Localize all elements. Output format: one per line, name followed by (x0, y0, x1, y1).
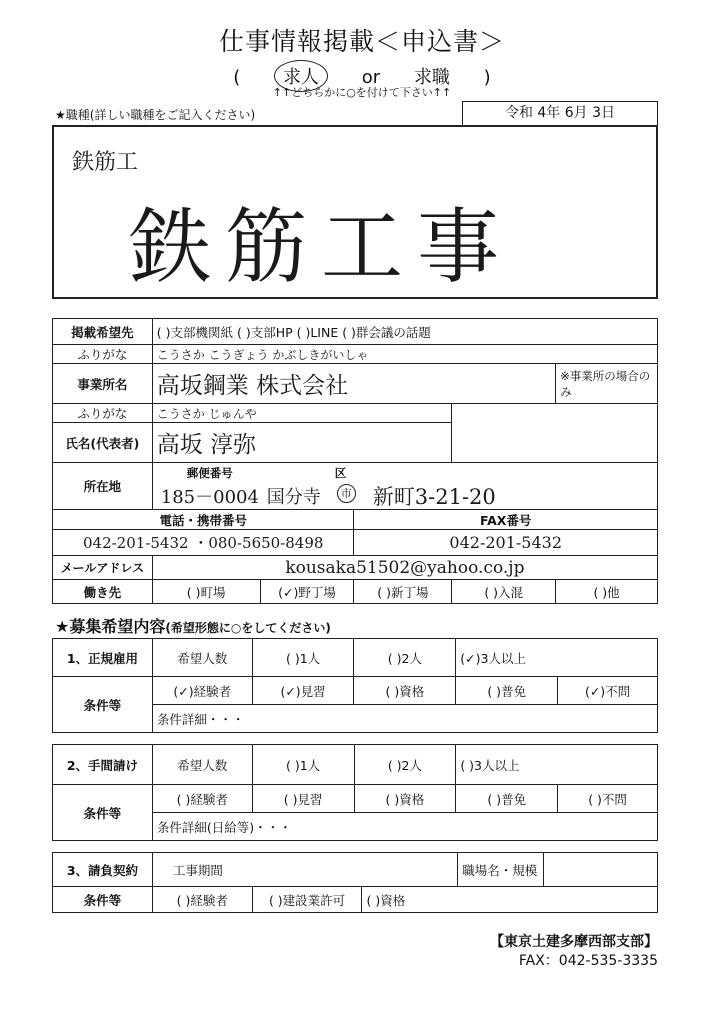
section1-cond-any[interactable]: (✓)不問 (558, 677, 658, 705)
recruit-subtitle: (希望形態に○をしてください) (165, 621, 331, 635)
address-field[interactable] (152, 463, 657, 510)
section1-cond-exp[interactable]: (✓)経験者 (152, 677, 252, 705)
section3-cond-permit[interactable]: ( )建設業許可 (252, 887, 362, 913)
section1-cond-trainee[interactable]: (✓)見習 (252, 677, 354, 705)
section3-cond-exp[interactable]: ( )経験者 (152, 887, 252, 913)
recruit-heading (55, 614, 331, 637)
fax-label: FAX番号 (354, 510, 658, 530)
city[interactable]: 国分寺 (266, 487, 321, 508)
ku-label: 区 (334, 466, 347, 480)
choice-kyujin[interactable]: 求人 (274, 60, 328, 92)
address-label: 所在地 (53, 463, 153, 510)
section2-count-2[interactable]: ( )2人 (354, 745, 456, 785)
date-field[interactable]: 令和 4年 6月 3日 (462, 101, 658, 127)
section3-scale-label[interactable]: 職場名・規模 (458, 853, 544, 887)
business-furigana-label: ふりがな (53, 345, 153, 364)
fax-value[interactable]: 042-201-5432 (354, 530, 658, 556)
section1-detail[interactable]: 条件詳細・・・ (152, 705, 657, 733)
section1-label: 1、正規雇用 (53, 639, 153, 677)
section3-scale-value[interactable] (544, 853, 658, 887)
street[interactable]: 新町3-21-20 (372, 485, 496, 509)
section1-cond-driver[interactable]: ( )普免 (456, 677, 558, 705)
email-label: メールアドレス (53, 556, 153, 580)
work-option-nochoba[interactable]: (✓)野丁場 (260, 580, 354, 604)
section1-table (52, 638, 658, 733)
section2-table (52, 744, 658, 841)
section1-cond-license[interactable]: ( )資格 (354, 677, 456, 705)
listing-label: 掲載希望先 (53, 319, 153, 345)
job-type-box[interactable] (52, 125, 658, 299)
work-place-label: 働き先 (53, 580, 153, 604)
rep-blank (452, 404, 658, 463)
choice-open: ( (233, 67, 241, 88)
choice-close: ) (483, 67, 491, 88)
section2-count-label: 希望人数 (152, 745, 252, 785)
info-table (52, 318, 658, 604)
job-type-small: 鉄筋工 (72, 150, 139, 175)
section2-cond-exp[interactable]: ( )経験者 (152, 785, 252, 813)
email-value[interactable]: kousaka51502@yahoo.co.jp (152, 556, 657, 580)
job-type-label: ★職種(詳しい職種をご記入ください) (55, 108, 256, 122)
section2-count-3[interactable]: ( )3人以上 (456, 745, 658, 785)
city-mark: 市 (337, 484, 356, 503)
section2-cond-driver[interactable]: ( )普免 (456, 785, 558, 813)
business-name[interactable]: 高坂鋼業 株式会社 (152, 364, 555, 404)
rep-furigana-label: ふりがな (53, 404, 153, 423)
listing-options[interactable]: ( )支部機関紙 ( )支部HP ( )LINE ( )群会議の話題 (152, 319, 657, 345)
work-option-shinchoba[interactable]: ( )新丁場 (354, 580, 452, 604)
footer-fax: FAX：042-535-3335 (518, 953, 658, 969)
rep-name[interactable]: 高坂 淳弥 (152, 423, 452, 463)
work-option-iriko[interactable]: ( )入混 (452, 580, 556, 604)
recruit-title: ★募集希望内容 (55, 617, 166, 636)
section3-cond-license[interactable]: ( )資格 (362, 887, 658, 913)
work-option-machiba[interactable]: ( )町場 (152, 580, 260, 604)
postal-label: 郵便番号 (186, 466, 233, 480)
section3-period-label[interactable]: 工事期間 (152, 853, 457, 887)
section1-cond-label: 条件等 (53, 677, 153, 733)
section3-table (52, 852, 658, 913)
section3-label: 3、請負契約 (53, 853, 153, 887)
choice-instruction: ↑↑どちらかに○を付けて下さい↑↑ (272, 86, 452, 99)
rep-furigana[interactable]: こうさか じゅんや (152, 404, 452, 423)
choice-or: or (361, 67, 381, 88)
rep-label: 氏名(代表者) (53, 423, 153, 463)
section1-count-3[interactable]: (✓)3人以上 (456, 639, 658, 677)
section2-cond-any[interactable]: ( )不問 (558, 785, 658, 813)
section2-detail[interactable]: 条件詳細(日給等)・・・ (152, 813, 657, 841)
choice-kyushoku[interactable]: 求職 (413, 67, 450, 88)
footer-org: 【東京土建多摩西部支部】 (490, 934, 658, 950)
section2-cond-license[interactable]: ( )資格 (354, 785, 456, 813)
section1-count-2[interactable]: ( )2人 (354, 639, 456, 677)
section3-cond-label: 条件等 (53, 887, 153, 913)
business-label: 事業所名 (53, 364, 153, 404)
phone-label: 電話・携帯番号 (53, 510, 354, 530)
business-note: ※事業所の場合のみ (556, 364, 658, 404)
phone-value[interactable]: 042-201-5432 ・080-5650-8498 (53, 530, 354, 556)
business-furigana[interactable]: こうさか こうぎょう かぶしきがいしゃ (152, 345, 657, 364)
section2-label: 2、手間請け (53, 745, 153, 785)
job-type-large: 鉄筋工事 (129, 200, 514, 295)
section1-count-label: 希望人数 (152, 639, 252, 677)
section2-count-1[interactable]: ( )1人 (252, 745, 354, 785)
form-title: 仕事情報掲載＜申込書＞ (218, 27, 505, 56)
section2-cond-label: 条件等 (53, 785, 153, 841)
section2-cond-trainee[interactable]: ( )見習 (252, 785, 354, 813)
section1-count-1[interactable]: ( )1人 (252, 639, 354, 677)
postal-code[interactable]: 185－0004 (160, 487, 259, 508)
work-option-other[interactable]: ( )他 (556, 580, 658, 604)
